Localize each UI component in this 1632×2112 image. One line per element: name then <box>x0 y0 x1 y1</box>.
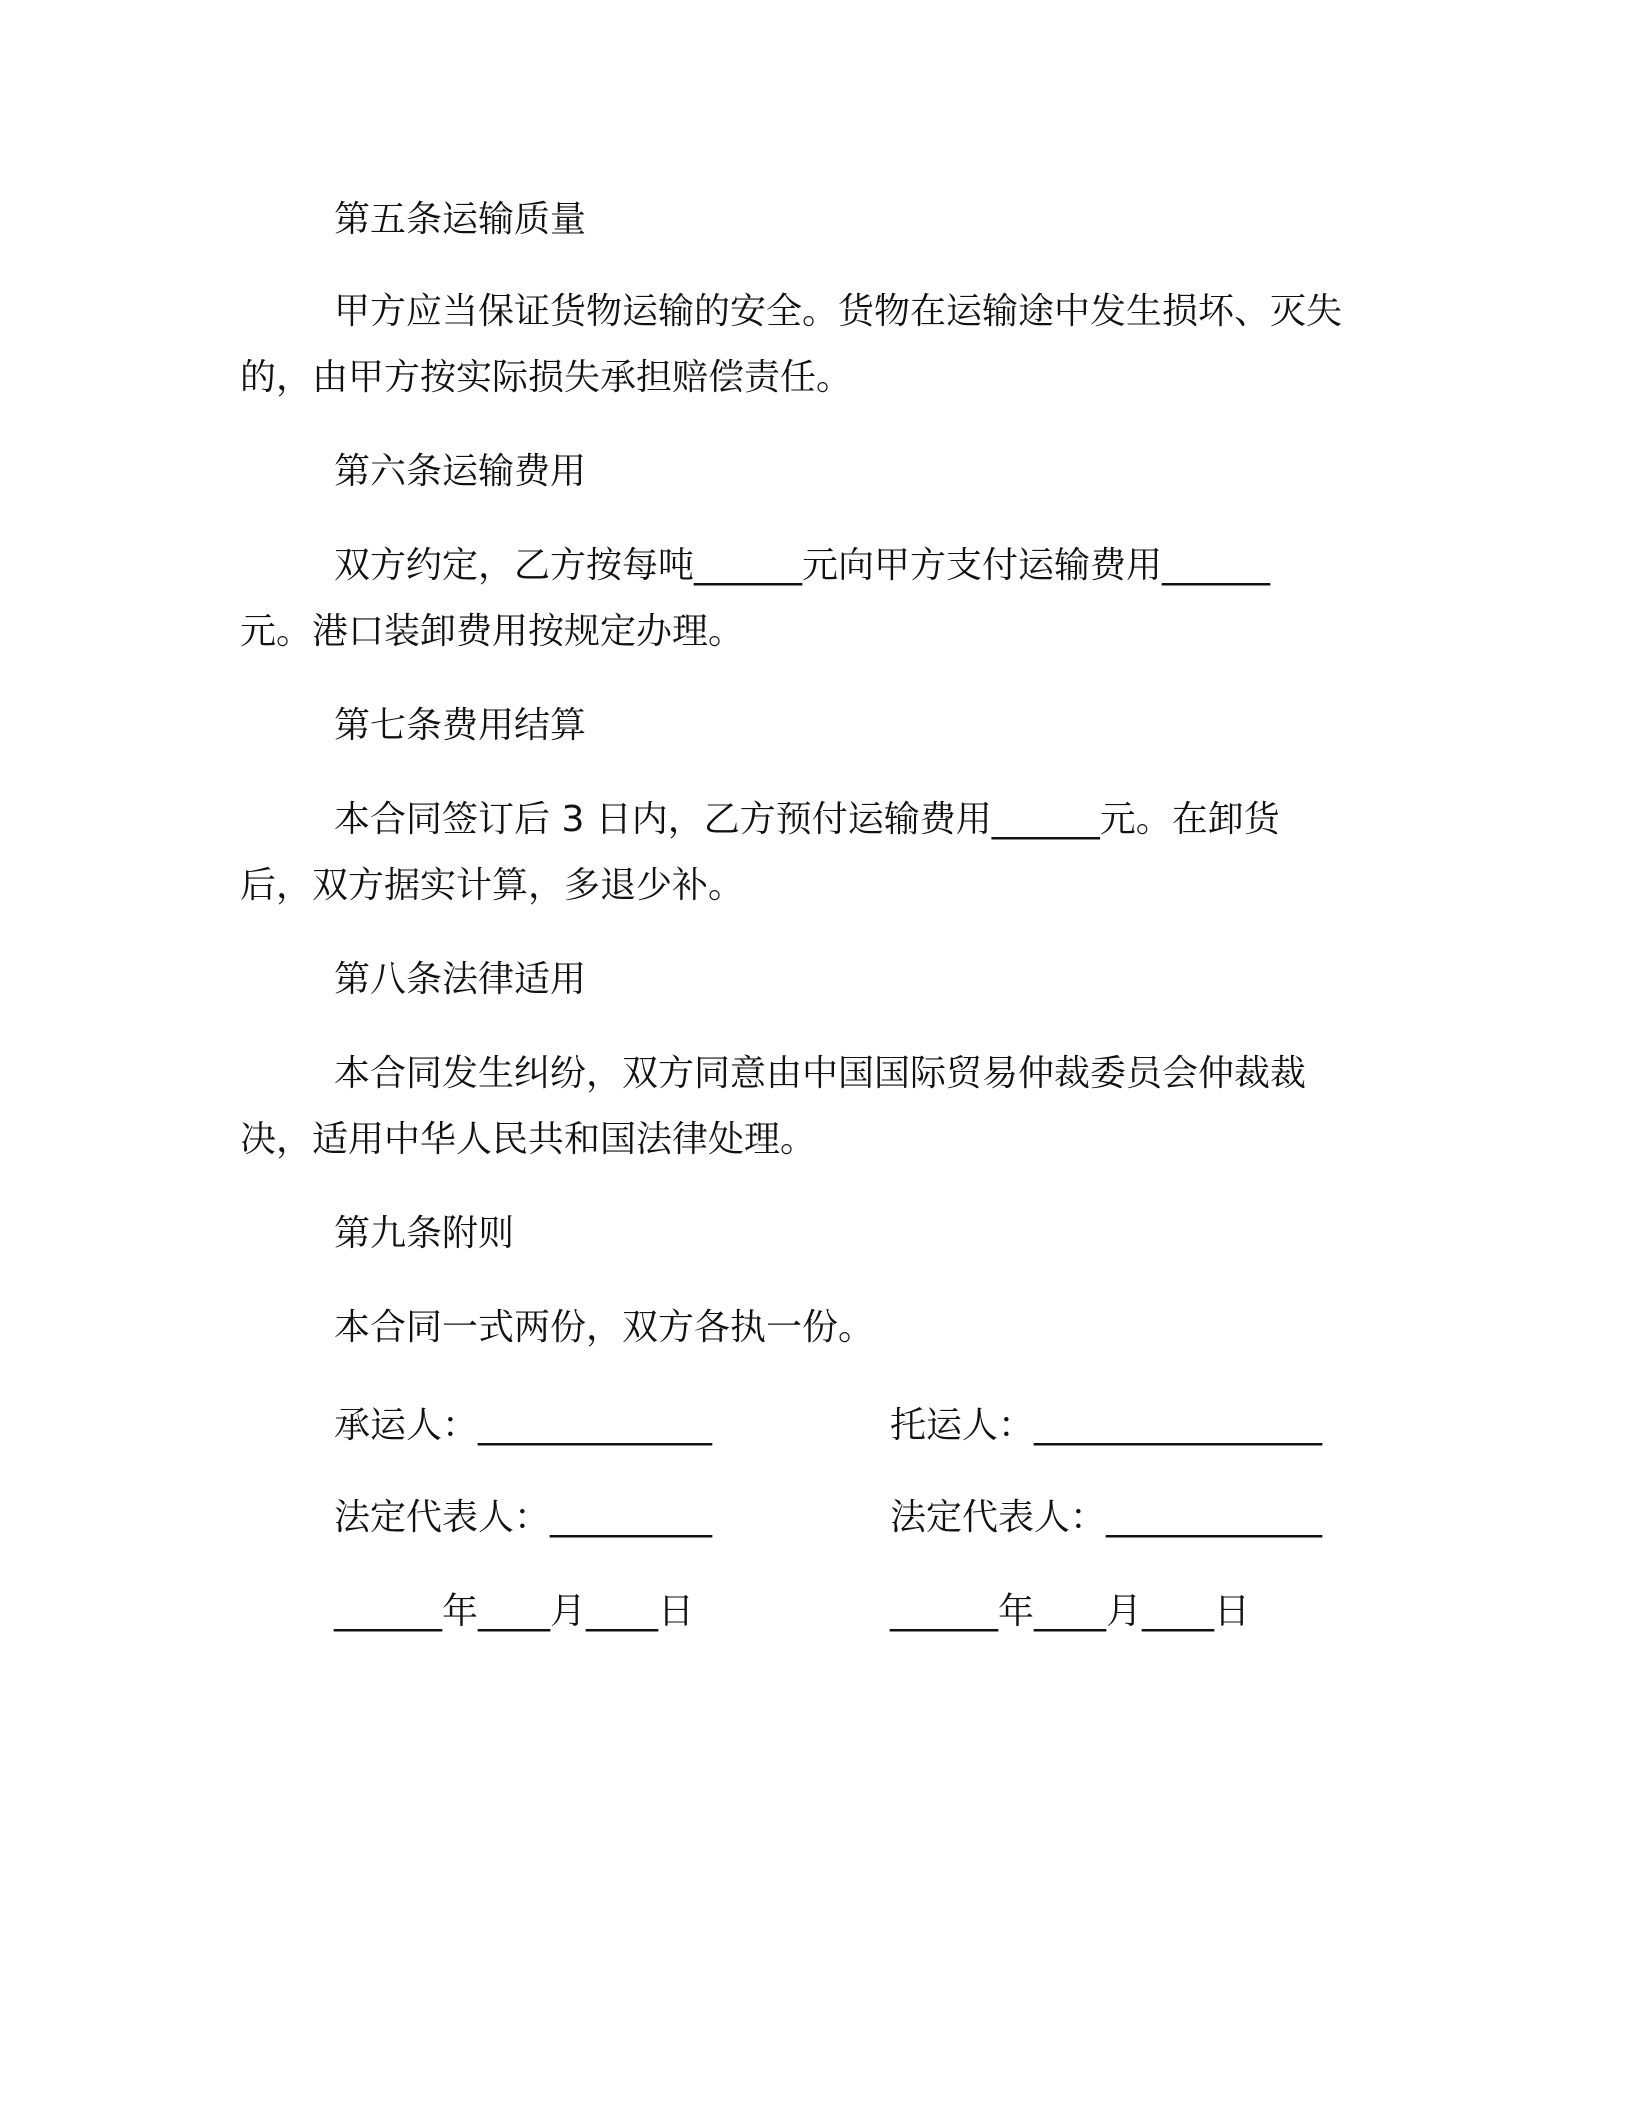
section-6-line-2: 元。港口装卸费用按规定办理。 <box>240 611 745 652</box>
carrier-date: ______年____月____日 <box>334 1591 694 1632</box>
section-8-line-2: 决，适用中华人民共和国法律处理。 <box>240 1119 817 1160</box>
section-5-line-2: 的，由甲方按实际损失承担赔偿责任。 <box>240 357 853 398</box>
shipper-representative: 法定代表人：____________ <box>890 1497 1323 1538</box>
section-heading-9: 第九条附则 <box>334 1213 515 1254</box>
section-8-line-1: 本合同发生纠纷，双方同意由中国国际贸易仲裁委员会仲裁裁 <box>334 1053 1307 1094</box>
section-heading-8: 第八条法律适用 <box>334 959 587 1000</box>
section-heading-7: 第七条费用结算 <box>334 705 587 746</box>
section-6-line-1: 双方约定，乙方按每吨______元向甲方支付运输费用______ <box>334 545 1271 586</box>
shipper-date: ______年____月____日 <box>890 1591 1250 1632</box>
section-9-line-1: 本合同一式两份，双方各执一份。 <box>334 1307 875 1348</box>
section-heading-5: 第五条运输质量 <box>334 199 587 240</box>
section-5-line-1: 甲方应当保证货物运输的安全。货物在运输途中发生损坏、灭失 <box>334 291 1343 332</box>
section-7-line-1: 本合同签订后 3 日内，乙方预付运输费用______元。在卸货 <box>334 799 1280 840</box>
shipper-signature: 托运人：________________ <box>890 1405 1323 1446</box>
carrier-signature: 承运人：_____________ <box>334 1405 713 1446</box>
carrier-representative: 法定代表人：_________ <box>334 1497 713 1538</box>
section-7-line-2: 后，双方据实计算，多退少补。 <box>240 865 745 906</box>
section-heading-6: 第六条运输费用 <box>334 451 587 492</box>
